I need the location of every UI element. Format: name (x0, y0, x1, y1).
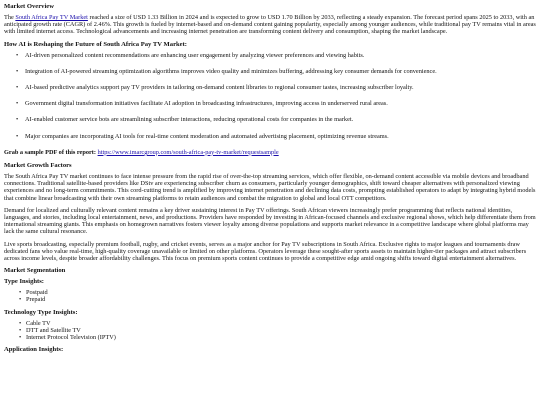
type-list (4, 289, 536, 303)
list-item: • AI-enabled customer service bots are streamlining subscriber interactions, reducing operational costs for companies in the market. (25, 116, 536, 123)
list-item: • Postpaid (26, 289, 536, 296)
list-item: • Prepaid (26, 296, 536, 303)
growth-factors-heading: Market Growth Factors (4, 162, 72, 170)
list-item: • DTT and Satellite TV (26, 327, 536, 334)
technology-list (4, 320, 536, 342)
list-item: • Integration of AI-powered streaming optimization algorithms improves video quality and minimizes buffering, addressing key consumer demands for convenience. (25, 68, 536, 75)
application-insights-heading: Application Insights: (4, 346, 64, 354)
type-insights-heading: Type Insights: (4, 278, 44, 286)
technology-insights-heading: Technology Type Insights: (4, 308, 78, 316)
ai-bullet-list (4, 52, 536, 140)
ai-section-heading: How AI is Reshaping the Future of South Africa Pay TV Market: (4, 40, 187, 48)
growth-paragraph-sports: Live sports broadcasting, especially premium football, rugby, and cricket events, serves as a major anchor for Pay TV subscriptions in South Africa. Exclusive rights to major leagues and tournaments draw dedicated fans who value real-time, high-quality coverage unavailable or limited on other platforms. Operators leverage these sought-after sports assets to maintain higher-tier packages and attract subscribers across income levels, despite broader affordability challenges. This focus on premium sports content continues to provide a competitive edge amid ongoing shifts toward digital entertainment alternatives. (4, 240, 527, 263)
list-item: • AI-driven personalized content recommendations are enhancing user engagement by analyzing viewer preferences and viewing habits. (25, 52, 536, 59)
sample-pdf-line (4, 149, 536, 156)
list-item: • AI-based predictive analytics support pay TV providers in tailoring on-demand content libraries to regional consumer tastes, increasing subscriber loyalty. (25, 84, 536, 91)
market-overview-heading: Market Overview (4, 3, 54, 10)
growth-paragraph-local-content: Demand for localized and culturally relevant content remains a key driver sustaining interest in Pay TV offerings. South African viewers increasingly prefer programming that reflects national identities, languages, and stories, including local entertainment, news, and productions. Providers have responded by investing in African-focused channels and exclusive regional shows, which help differentiate them from international streaming giants. This emphasis on homegrown narratives fosters viewer loyalty among diverse populations and supports market relevance in a competitive landscape where global platforms may lack the same cultural resonance. (4, 206, 536, 236)
sample-pdf-link[interactable]: https://www.imarcgroup.com/south-africa-pay-tv-market/requestsample (97, 148, 279, 156)
list-item: • Internet Protocol Television (IPTV) (26, 334, 536, 341)
sample-pdf-label: Grab a sample PDF of this report: (4, 148, 96, 156)
overview-paragraph (4, 14, 536, 36)
segmentation-heading: Market Segmentation (4, 267, 66, 275)
list-item: • Cable TV (26, 320, 536, 327)
list-item: • Major companies are incorporating AI tools for real-time content moderation and automated advertising placement, optimizing revenue streams. (25, 133, 536, 140)
overview-intro-text: reached a size of USD 1.33 Billion in 2024 and is expected to grow to USD 1.70 Billion by 2033, reflecting a steady expansion. The forecast period spans 2025 to 2033, with an anticipated growth rate (CAGR) of 2.46%. This growth is fueled by internet-based and on-demand content gaining popularity, especially among younger audiences, while traditional pay TV remains vital in areas with limited internet access. Technological advancements and increasing internet penetration are transforming content delivery and consumption, shaping the market landscape. (4, 14, 536, 36)
market-report-link[interactable]: South Africa Pay TV Market (15, 14, 88, 21)
growth-paragraph-ott: The South Africa Pay TV market continues to face intense pressure from the rapid rise of over-the-top streaming services, which offer flexible, on-demand content accessible via mobile devices and broadband connections. Traditional satellite-based providers like DStv are experiencing subscriber churn as consumers, particularly younger demographics, shift toward cheaper alternatives with personalized viewing experiences and no long-term commitments. This cord-cutting trend is amplified by improving internet penetration and declining data costs, prompting established operators to adapt by integrating hybrid models that combine linear broadcasting with their own streaming platforms to retain audiences and combat the migration to global and local OTT competitors. (4, 173, 536, 202)
list-item: • Government digital transformation initiatives facilitate AI adoption in broadcasting infrastructures, improving access in underserved rural areas. (25, 100, 536, 107)
overview-intro-prefix: The (4, 14, 16, 21)
